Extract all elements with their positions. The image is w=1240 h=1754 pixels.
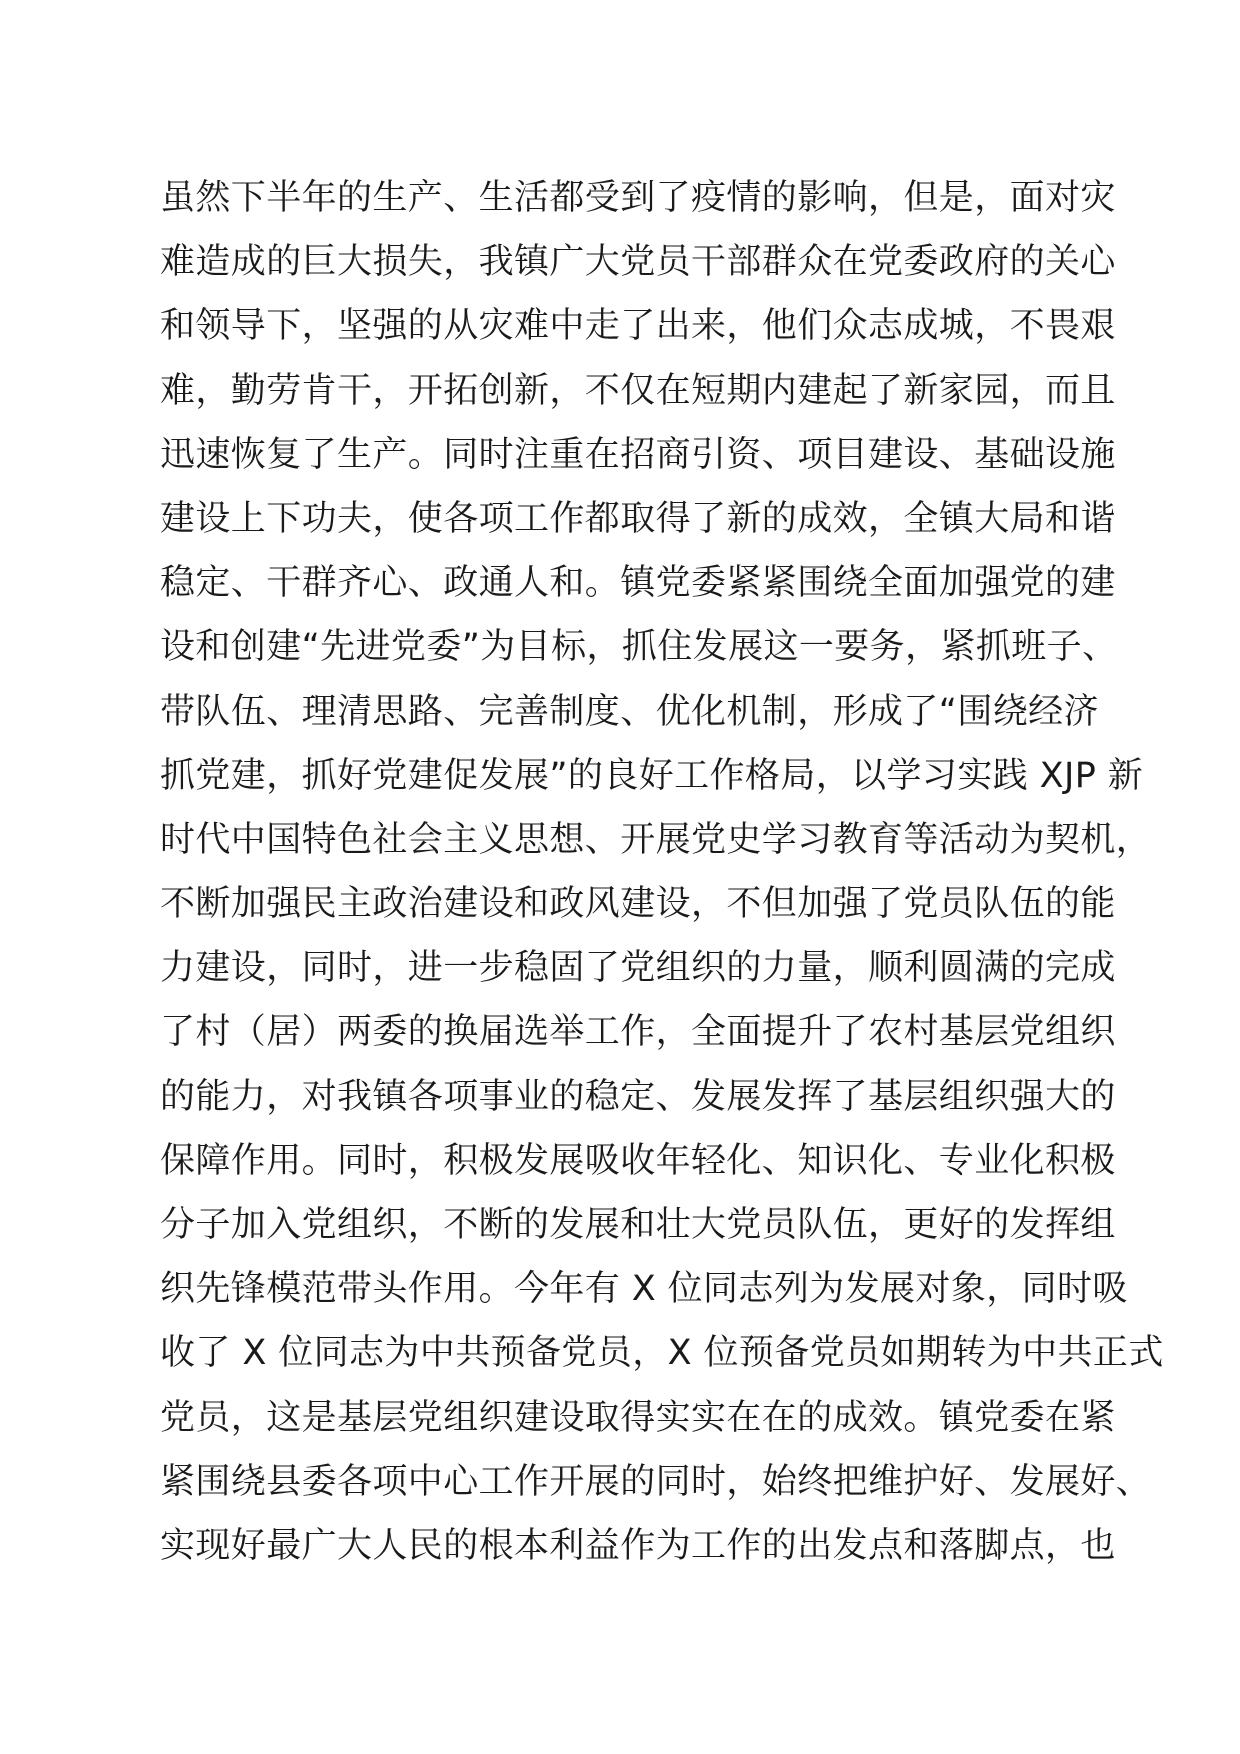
body-paragraph — [160, 166, 1164, 1578]
text-line: 织先锋模范带头作用。今年有 X 位同志列为发展对象，同时吸 — [160, 1269, 1128, 1310]
text-line: 虽然下半年的生产、生活都受到了疫情的影响，但是，面对灾 — [160, 178, 1116, 218]
text-line: 紧围绕县委各项中心工作开展的同时，始终把维护好、发展好、 — [160, 1461, 1152, 1502]
text-line: 实现好最广大人民的根本利益作为工作的出发点和落脚点，也 — [160, 1525, 1116, 1566]
text-line: 党员，这是基层党组织建设取得实实在在的成效。镇党委在紧 — [160, 1397, 1116, 1438]
text-line: 了村（居）两委的换届选举工作，全面提升了农村基层党组织 — [160, 1012, 1116, 1053]
text-line: 难，勤劳肯干，开拓创新，不仅在短期内建起了新家园，而且 — [160, 370, 1116, 411]
text-line: 和领导下，坚强的从灾难中走了出来，他们众志成城，不畏艰 — [160, 306, 1116, 347]
text-line: 建设上下功夫，使各项工作都取得了新的成效，全镇大局和谐 — [160, 498, 1116, 539]
text-line: 分子加入党组织，不断的发展和壮大党员队伍，更好的发挥组 — [160, 1205, 1116, 1245]
text-line: 迅速恢复了生产。同时注重在招商引资、项目建设、基础设施 — [160, 434, 1116, 475]
text-line: 带队伍、理清思路、完善制度、优化机制，形成了“围绕经济 — [160, 691, 1099, 732]
text-line: 难造成的巨大损失，我镇广大党员干部群众在党委政府的关心 — [160, 242, 1116, 283]
text-line: 稳定、干群齐心、政通人和。镇党委紧紧围绕全面加强党的建 — [160, 563, 1116, 604]
text-line: 力建设，同时，进一步稳固了党组织的力量，顺利圆满的完成 — [160, 948, 1116, 989]
text-line: 抓党建，抓好党建促发展”的良好工作格局，以学习实践 XJP 新 — [160, 755, 1144, 796]
text-line: 的能力，对我镇各项事业的稳定、发展发挥了基层组织强大的 — [160, 1076, 1116, 1117]
text-line: 收了 X 位同志为中共预备党员，X 位预备党员如期转为中共正式 — [160, 1333, 1164, 1374]
text-line: 不断加强民主政治建设和政风建设，不但加强了党员队伍的能 — [160, 884, 1116, 925]
text-line: 保障作用。同时，积极发展吸收年轻化、知识化、专业化积极 — [160, 1140, 1116, 1181]
text-line: 时代中国特色社会主义思想、开展党史学习教育等活动为契机， — [160, 819, 1152, 860]
text-line: 设和创建“先进党委”为目标，抓住发展这一要务，紧抓班子、 — [160, 627, 1118, 668]
